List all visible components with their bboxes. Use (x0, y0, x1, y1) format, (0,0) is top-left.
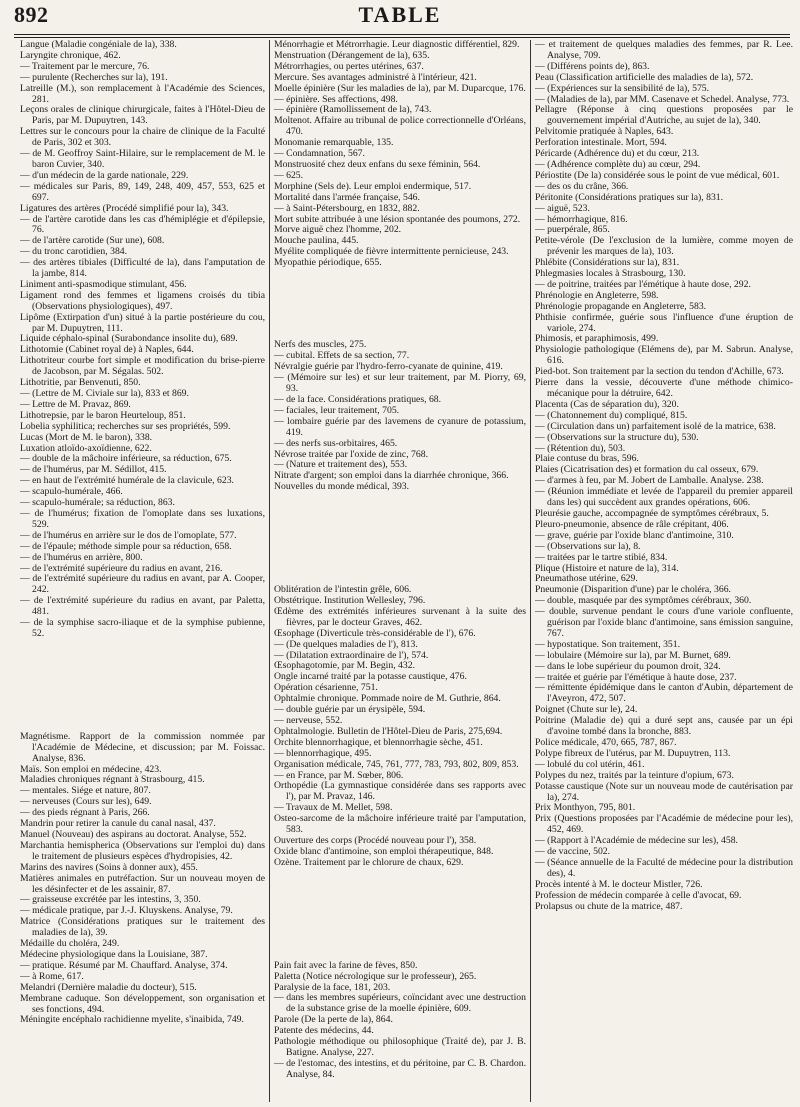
section-gap (274, 544, 526, 555)
index-entry: — des artères tibiales (Difficulté de la), dans l'amputation de la jambe, 814. (20, 257, 265, 280)
index-entry: — lobulé du col utérin, 461. (535, 758, 645, 770)
index-entry: — Travaux de M. Mellet, 598. (274, 802, 393, 814)
index-entry: Mortalité dans l'armée française, 546. (274, 191, 420, 203)
index-entry: Névrose traitée par l'oxide de zinc, 768. (274, 448, 428, 460)
index-entry: — de vaccine, 502. (535, 846, 611, 858)
index-entry: Matières animales en putréfaction. Sur un nouveau moyen de les désinfecter et de les assainir, 87. (20, 872, 265, 895)
index-entry: — à Saint-Pétersbourg, en 1832, 882. (274, 202, 420, 214)
section-gap (274, 279, 526, 290)
index-entry: Pellagre (Réponse à cinq questions proposées par le gouvernement impérial d'Autriche, au sujet de la), 340. (535, 104, 793, 127)
index-entry: Lucas (Mort de M. le baron), 338. (20, 431, 153, 443)
index-entry: Liquide céphalo-spinal (Surabondance insolite du), 689. (20, 333, 238, 345)
index-entry: Matrice (Considérations pratiques sur le traitement des maladies de la), 39. (20, 916, 265, 939)
index-entry: — (Rapport à l'Académie de médecine sur les), 458. (535, 835, 738, 847)
index-entry: Potasse caustique (Note sur un nouveau mode de cautérisation par la), 274. (535, 780, 793, 803)
index-entry: Prix Monthyon, 795, 801. (535, 802, 636, 814)
index-entry: Laryngite chronique, 462. (20, 49, 121, 61)
section-gap (20, 650, 265, 661)
index-entry: Patente des médecins, 44. (274, 1025, 374, 1037)
index-entry: — mentales. Siége et nature, 807. (20, 785, 151, 797)
index-entry: — de l'épaule; méthode simple pour sa réduction, 658. (20, 540, 232, 552)
index-entry: Phlegmasies locales à Strasbourg, 130. (535, 268, 686, 280)
index-entry: Mandrin pour retirer la canule du canal nasal, 437. (20, 818, 216, 830)
section-gap (274, 503, 526, 514)
index-entry: Procès intenté à M. le docteur Mistler, 726. (535, 878, 703, 890)
index-entry: — d'armes à feu, par M. Jobert de Lamballe. Analyse. 238. (535, 475, 764, 487)
index-entry: Liniment anti-spasmodique stimulant, 456. (20, 278, 187, 290)
section-gap (20, 670, 265, 681)
index-entry: — (Réunion immédiate et levée de l'appareil du premier appareil dans les) qui succèdent aux grandes opérations, 606. (535, 486, 793, 509)
index-entry: Pathologie méthodique ou philosophique (Traité de), par J. B. Batigne. Analyse, 227. (274, 1036, 526, 1058)
index-entry: — de l'artère carotide dans les cas d'hémiplégie et d'épilepsie, 76. (20, 213, 265, 236)
index-entry: — (Dilatation extraordinaire de l'), 574. (274, 649, 429, 661)
index-entry: Moelle épinière (Sur les maladies de la), par M. Duparcque, 176. (274, 82, 526, 94)
index-entry: Melandri (Dernière maladie du docteur), 515. (20, 981, 197, 993)
index-entry: — de l'extrémité supérieure du radius en avant, par Paletta, 481. (20, 595, 265, 618)
index-entry: — scapulo-humérale, 466. (20, 486, 123, 498)
index-entry: — faciales, leur traitement, 705. (274, 404, 400, 416)
index-column-2 (274, 40, 526, 1104)
index-entry: — et traitement de quelques maladies des femmes, par R. Lee. Analyse, 709. (535, 40, 793, 61)
index-entry: Lithotritie, par Benvenuti, 850. (20, 377, 141, 389)
index-entry: Phrénologie en Angleterre, 598. (535, 289, 659, 301)
section-gap (274, 920, 526, 931)
index-entry: — pratique. Résumé par M. Chauffard. Analyse, 374. (20, 959, 228, 971)
index-entry: Œsophagotomie, par M. Begin, 432. (274, 660, 415, 672)
index-entry: Osteo-sarcome de la mâchoire inférieure traité par l'amputation, 583. (274, 813, 526, 836)
index-entry: — lombaire guérie par des lavemens de cyanure de potassium, 419. (274, 415, 526, 438)
index-entry: Phrénologie propagande en Angleterre, 583. (535, 300, 707, 312)
index-entry: Pleuro-pneumonie, absence de râle crépitant, 406. (535, 518, 729, 530)
index-entry: Magnétisme. Rapport de la commission nommée par l'Académie de Médecine, et discussion; par M. Foissac. Analyse, 836. (20, 730, 265, 764)
index-entry: Ophtalmologie. Bulletin de l'Hôtel-Dieu de Paris, 275,694. (274, 725, 503, 737)
index-entry: — (Mémoire sur les) et sur leur traitement, par M. Piorry, 69, 93. (274, 372, 526, 395)
index-entry: — graisseuse excrétée par les intestins, 3, 350. (20, 894, 201, 906)
index-entry: Perforation intestinale. Mort, 594. (535, 137, 667, 149)
index-entry: Nerfs des muscles, 275. (274, 339, 367, 351)
index-entry: — des os du crâne, 366. (535, 180, 629, 192)
index-entry: Obstétrique. Institution Wellesley, 796. (274, 595, 426, 607)
section-gap (274, 320, 526, 331)
index-entry: Maïs. Son emploi en médecine, 423. (20, 763, 162, 775)
index-entry: Phthisie confirmée, guérie sous l'influence d'une éruption de variole, 274. (535, 311, 793, 334)
index-entry: Lithotomie (Cabinet royal de) à Naples, 644. (20, 344, 194, 356)
section-gap (274, 523, 526, 534)
index-entry: Lipôme (Extirpation d'un) situé à la partie postérieure du cou, par M. Dupuytren, 111. (20, 311, 265, 334)
index-entry: Ongle incarné traité par la potasse caustique, 476. (274, 671, 467, 683)
index-entry: Périostite (De la) considérée sous le point de vue médical, 601. (535, 169, 780, 181)
index-column-3 (535, 40, 793, 1104)
index-entry: Métrorrhagies, ou pertes utérines, 637. (274, 60, 424, 72)
index-entry: Profession de médecin comparée à celle d'avocat, 69. (535, 889, 742, 901)
index-entry: — de l'humérus, par M. Sédillot, 415. (20, 464, 167, 476)
index-entry: — purulente (Recherches sur la), 191. (20, 71, 168, 83)
index-entry: — aiguë, 523. (535, 202, 590, 214)
index-entry: Phlébite (Considérations sur la), 831. (535, 257, 680, 269)
index-entry: — des nerfs sus-orbitaires, 465. (274, 437, 398, 449)
index-entry: Oxide blanc d'antimoine, son emploi thérapeutique, 848. (274, 845, 494, 857)
index-entry: Luxation atloïdo-axoïdienne, 622. (20, 442, 152, 454)
index-entry: Mercure. Ses avantages administré à l'intérieur, 421. (274, 71, 477, 83)
index-entry: — Traitement par le mercure, 76. (20, 60, 150, 72)
section-gap (20, 711, 265, 722)
index-entry: Lettres sur le concours pour la chaire de clinique de la Faculté de Paris, 302 et 303. (20, 126, 265, 149)
index-entry: — de l'extrémité supérieure du radius en avant, par A. Cooper, 242. (20, 573, 265, 596)
index-entry: — en haut de l'extrémité humérale de la clavicule, 623. (20, 475, 234, 487)
index-entry: — de la face. Considérations pratiques, 68. (274, 393, 442, 405)
index-entry: — scapulo-humérale; sa réduction, 863. (20, 497, 175, 509)
index-entry: Médecine physiologique dans la Louisiane, 387. (20, 948, 208, 960)
section-gap (20, 691, 265, 702)
index-entry: — 625. (274, 169, 304, 181)
index-entry: Morve aiguë chez l'homme, 202. (274, 224, 402, 236)
index-entry: — (Observations sur la structure du), 530. (535, 431, 699, 443)
index-entry: — dans les membres supérieurs, coïncidant avec une destruction de la substance grise de la moelle épinière, 609. (274, 992, 526, 1015)
index-entry: Marchantia hemispherica (Observations sur l'emploi du) dans le traitement de plusieurs espèces d'hydropisies, 42. (20, 839, 265, 862)
index-entry: — rémittente épidémique dans le canton d'Aubin, département de l'Aveyron, 472, 507. (535, 682, 793, 705)
index-entry: Péritonite (Considérations pratiques sur la), 831. (535, 191, 724, 203)
index-entry: — dans le lobe supérieur du poumon droit, 324. (535, 660, 721, 672)
index-column-1 (20, 40, 265, 1104)
index-entry: — de M. Geoffroy Saint-Hilaire, sur le remplacement de M. le baron Cuvier, 340. (20, 148, 265, 170)
index-entry: Lithotrepsie, par le baron Heurteloup, 851. (20, 409, 186, 421)
index-entry: Phimosis, et paraphimosis, 499. (535, 333, 659, 345)
index-entry: Ouverture des corps (Procédé nouveau pour l'), 358. (274, 834, 477, 846)
index-entry: — de l'humérus en arrière, 800. (20, 551, 143, 563)
index-entry: — de l'humérus en arrière sur le dos de l'omoplate, 577. (20, 529, 237, 541)
index-entry: — de l'extrémité supérieure du radius en avant, 216. (20, 562, 223, 574)
index-entry: — (Rétention du), 503. (535, 442, 626, 454)
index-entry: Lobelia syphilitica; recherches sur ses propriétés, 599. (20, 420, 231, 432)
index-entry: Péricarde (Adhérence du) et du cœur, 213. (535, 148, 700, 160)
column-divider (530, 40, 531, 1102)
index-entry: Ménorrhagie et Métrorrhagie. Leur diagnostic différentiel, 829. (274, 40, 520, 50)
index-entry: — nerveuse, 552. (274, 715, 343, 727)
index-entry: Plaies (Cicatrisation des) et formation du cal osseux, 679. (535, 464, 759, 476)
index-entry: Petite-vérole (De l'exclusion de la lumière, comme moyen de prévenir les marques de la), 103. (535, 235, 793, 258)
section-gap (274, 940, 526, 951)
index-entry: — traitées par le tartre stibié, 834. (535, 551, 668, 563)
index-entry: — hémorrhagique, 816. (535, 213, 628, 225)
index-entry: — (Différens points de), 863. (535, 60, 650, 72)
index-entry: Œsophage (Diverticule très-considérable de l'), 676. (274, 627, 476, 639)
section-gap (274, 899, 526, 910)
index-entry: Lithotriteur courbe fort simple et modification du brise-pierre de Jacobson, par M. Ségalas. 502. (20, 355, 265, 378)
index-entry: Peau (Classification artificielle des maladies de la), 572. (535, 71, 754, 83)
index-entry: Organisation médicale, 745, 761, 777, 783, 793, 802, 809, 853. (274, 758, 519, 770)
index-entry: Monomanie remarquable, 135. (274, 137, 394, 149)
index-entry: — médicales sur Paris, 89, 149, 248, 409, 457, 553, 625 et 697. (20, 180, 265, 203)
index-entry: Pleurésie gauche, accompagnée de symptômes cérébraux, 5. (535, 507, 769, 519)
index-entry: — (Chatonnement du) compliqué, 815. (535, 409, 688, 421)
index-entry: — (Adhérence complète du) au cœur, 294. (535, 158, 701, 170)
header-rule-thin (14, 37, 790, 38)
index-entry: Morphine (Sels de). Leur emploi endermique, 517. (274, 180, 472, 192)
index-entry: Maladies chroniques régnant à Strasbourg, 415. (20, 774, 205, 786)
index-entry: — double, masquée par des symptômes cérébraux, 360. (535, 595, 752, 607)
index-entry: Leçons orales de clinique chirurgicale, faites à l'Hôtel-Dieu de Paris, par M. Dupuytren, 143. (20, 104, 265, 127)
index-entry: Paletta (Notice nécrologique sur le professeur), 265. (274, 970, 477, 982)
index-entry: Névralgie guérie par l'hydro-ferro-cyanate de quinine, 419. (274, 361, 503, 373)
index-entry: Prix (Questions proposées par l'Académie de médecine pour les), 452, 469. (535, 813, 793, 836)
index-entry: Langue (Maladie congéniale de la), 338. (20, 40, 177, 50)
index-entry: — blennorrhagique, 495. (274, 747, 372, 759)
index-entry: Moltenot. Affaire au tribunal de police correctionnelle d'Orléans, 470. (274, 115, 526, 138)
index-entry: Ophtalmie chronique. Pommade noire de M. Guthrie, 864. (274, 693, 501, 705)
index-entry: — hypostatique. Son traitement, 351. (535, 638, 681, 650)
index-entry: Méningite encéphalo rachidienne myelite, s'inaibida, 749. (20, 1014, 244, 1026)
index-entry: Œdème des extrémités inférieures survenant à la suite des fièvres, par le docteur Graves, 462. (274, 605, 526, 628)
index-entry: Médaille du choléra, 249. (20, 938, 120, 950)
index-entry: Monstruosité chez deux enfans du sexe féminin, 564. (274, 158, 481, 170)
index-entry: Pied-bot. Son traitement par la section du tendon d'Achille, 673. (535, 366, 784, 378)
index-entry: Mort subite attribuée à une lésion spontanée des poumons, 272. (274, 213, 521, 225)
index-entry: Oblitération de l'intestin grêle, 606. (274, 584, 412, 596)
index-entry: — (Maladies de la), par MM. Casenave et Schedel. Analyse, 773. (535, 93, 790, 105)
index-entry: Nouvelles du monde médical, 393. (274, 481, 410, 493)
index-entry: — Lettre de M. Pravaz, 869. (20, 398, 131, 410)
index-entry: Pierre dans la vessie, découverte d'une méthode chimico-mécanique pour la détruire, 642. (535, 377, 793, 399)
index-entry: — (Nature et traitement des), 553. (274, 459, 408, 471)
index-entry: — de l'estomac, des intestins, et du péritoine, par C. B. Chardon. Analyse, 84. (274, 1057, 526, 1080)
index-entry: Plique (Histoire et nature de la), 314. (535, 562, 679, 574)
column-divider (269, 40, 270, 1102)
index-entry: — (Séance annuelle de la Faculté de médecine pour la distribution des), 4. (535, 856, 793, 879)
section-gap (274, 878, 526, 889)
index-entry: Pneumathose utérine, 629. (535, 573, 638, 585)
index-entry: — (De quelques maladies de l'), 813. (274, 638, 418, 650)
index-entry: — épinière. Ses affections, 498. (274, 93, 398, 105)
index-entry: Pain fait avec la farine de fèves, 850. (274, 959, 418, 971)
index-entry: Menstruation (Dérangement de la), 635. (274, 49, 430, 61)
index-entry: Polype fibreux de l'utérus, par M. Dupuytren, 113. (535, 747, 731, 759)
index-entry: Pelvitomie pratiquée à Naples, 643. (535, 126, 674, 138)
index-entry: — de poitrine, traitées par l'émétique à haute dose, 292. (535, 278, 751, 290)
index-entry: Parole (De la perte de la), 864. (274, 1014, 393, 1026)
index-entry: Myélite compliquée de fièvre intermittente pernicieuse, 243. (274, 246, 509, 258)
index-entry: Ligament rond des femmes et ligamens croisés du tibia (Observations physiologiques), 497. (20, 289, 265, 312)
index-entry: Orchite blennorrhagique, et blennorrhagie sèche, 451. (274, 736, 483, 748)
index-entry: — du tronc carotidien, 384. (20, 246, 128, 258)
index-entry: Poitrine (Maladie de) qui a duré sept ans, causée par un épi d'avoine tombé dans la bronche, 883. (535, 715, 793, 738)
index-entry: — grave, guérie par l'oxide blanc d'antimoine, 310. (535, 529, 734, 541)
index-entry: — (Observations sur la), 8. (535, 540, 641, 552)
index-entry: — puerpérale, 865. (535, 224, 610, 236)
index-entry: — à Rome, 617. (20, 970, 84, 982)
index-entry: — de l'artère carotide (Sur une), 608. (20, 235, 165, 247)
index-entry: Nitrate d'argent; son emploi dans la diarrhée chronique, 366. (274, 470, 509, 482)
index-entry: Mouche paulina, 445. (274, 235, 359, 247)
index-entry: — (Lettre de M. Civiale sur la), 833 et 869. (20, 388, 189, 399)
page-number: 892 (14, 2, 49, 27)
index-entry: — d'un médecin de la garde nationale, 229. (20, 169, 189, 181)
index-entry: Plaie contuse du bras, 596. (535, 453, 639, 465)
index-entry: — en France, par M. Sœber, 806. (274, 769, 404, 781)
index-entry: — de la symphise sacro-iliaque et de la symphise pubienne, 52. (20, 617, 265, 639)
index-entry: Poignet (Chute sur le), 24. (535, 704, 638, 716)
index-entry: Latreille (M.), son remplacement à l'Académie des Sciences, 281. (20, 82, 265, 105)
running-title: TABLE (358, 2, 442, 27)
index-entry: — épinière (Ramollissement de la), 743. (274, 104, 432, 116)
index-entry: — Condamnation, 567. (274, 148, 365, 160)
index-entry: — des pieds régnant à Paris, 266. (20, 807, 150, 819)
index-entry: — médicale pratique, par J.-J. Kluyskens. Analyse, 79. (20, 905, 233, 917)
index-entry: Myopathie périodique, 655. (274, 257, 382, 269)
page-header (0, 0, 800, 36)
index-entry: — double de la mâchoire inférieure, sa réduction, 675. (20, 453, 232, 465)
index-entry: — traitée et guérie par l'émétique à haute dose, 237. (535, 671, 737, 683)
index-entry: Manuel (Nouveau) des aspirans au doctorat. Analyse, 552. (20, 829, 247, 840)
section-gap (274, 299, 526, 310)
index-entry: Police médicale, 470, 665, 787, 867. (535, 737, 677, 748)
index-entry: — lobulaire (Mémoire sur la), par M. Burnet, 689. (535, 649, 731, 661)
section-gap (274, 565, 526, 576)
index-entry: — double guérie par un érysipèle, 594. (274, 704, 426, 716)
index-entry: Ozène. Traitement par le chlorure de chaux, 629. (274, 856, 464, 868)
index-entry: — de l'humérus; fixation de l'omoplate dans ses luxations, 529. (20, 507, 265, 530)
index-entry: — (Circulation dans un) parfaitement isolé de la matrice, 638. (535, 420, 776, 432)
index-entry: Physiologie pathologique (Elémens de), par M. Sabrun. Analyse, 616. (535, 344, 793, 367)
index-entry: Placenta (Cas de séparation du), 320. (535, 398, 679, 410)
index-entry: Membrane caduque. Son développement, son organisation et ses fonctions, 494. (20, 992, 265, 1015)
index-entry: Polypes du nez, traités par la teinture d'opium, 673. (535, 769, 734, 781)
header-rule (14, 34, 790, 35)
index-entry: Paralysie de la face, 181, 203. (274, 981, 391, 993)
index-entry: — cubital. Effets de sa section, 77. (274, 350, 410, 362)
index-entry: Prolapsus ou chute de la matrice, 487. (535, 900, 683, 912)
index-entry: Orthopédie (La gymnastique considérée dans ses rapports avec l'), par M. Pravaz, 146. (274, 780, 526, 803)
index-entry: Opération césarienne, 751. (274, 682, 378, 694)
index-entry: — double, survenue pendant le cours d'une variole confluente, guérison par l'oxide blanc d'antimoine, sans émission sanguine, 767. (535, 606, 793, 639)
index-entry: Pneumonie (Disparition d'une) par le choléra, 366. (535, 584, 731, 596)
index-entry: — nerveuses (Cours sur les), 649. (20, 796, 152, 808)
index-entry: — (Expériences sur la sensibilité de la), 575. (535, 82, 710, 94)
index-entry: Marins des navires (Soins à donner aux), 455. (20, 861, 198, 873)
index-entry: Ligatures des artères (Procédé simplifié pour la), 343. (20, 202, 229, 214)
